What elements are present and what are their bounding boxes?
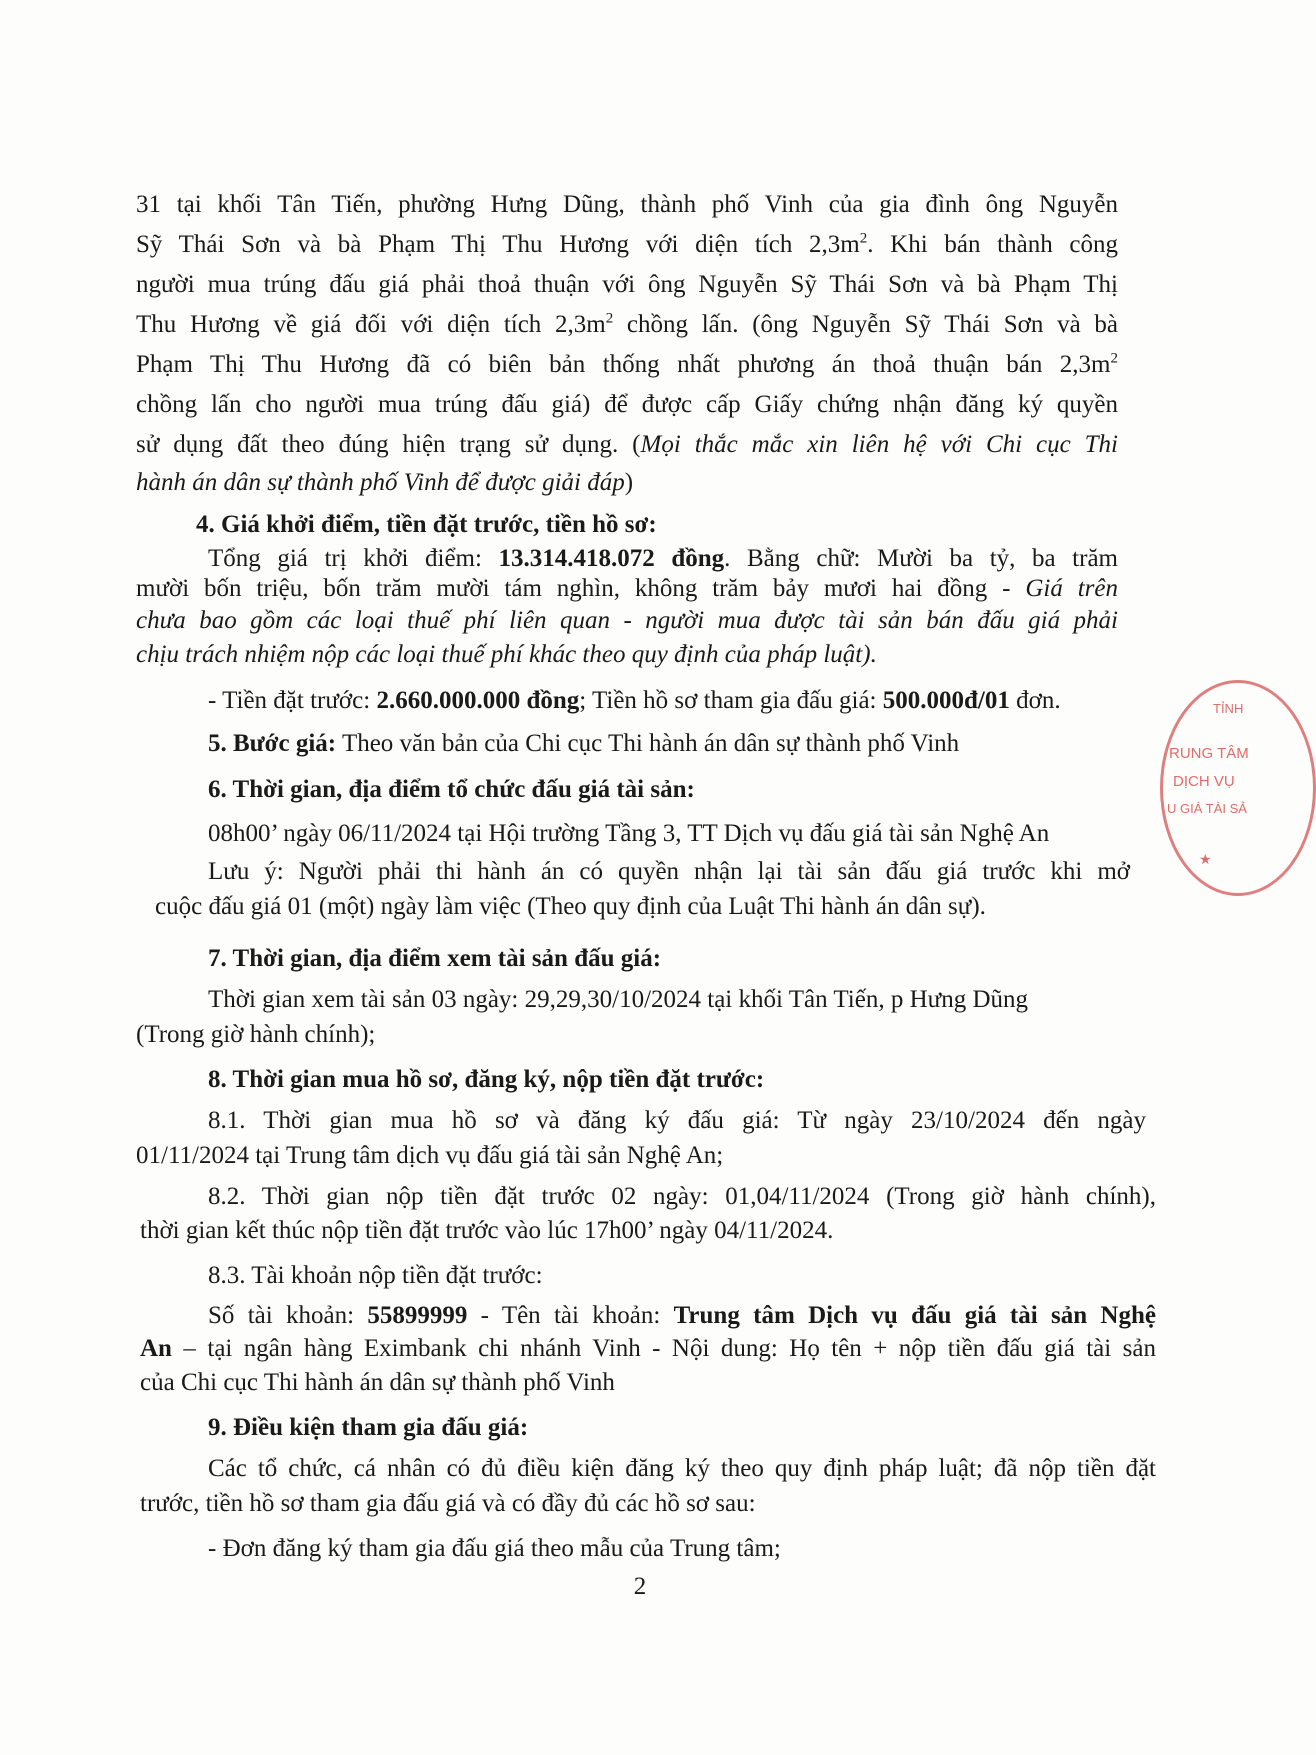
section-8-3-line-1: Số tài khoản: 55899999 - Tên tài khoản: Trung tâm Dịch vụ đấu giá tài sản Nghệ <box>208 1302 1156 1329</box>
section-7-line-1: Thời gian xem tài sản 03 ngày: 29,29,30/10/2024 tại khối Tân Tiến, p Hưng Dũng <box>208 986 1029 1013</box>
section-9-line-2: trước, tiền hồ sơ tham gia đấu giá và có đầy đủ các hồ sơ sau: <box>140 1490 756 1517</box>
section-7-heading: 7. Thời gian, địa điểm xem tài sản đấu giá: <box>208 945 662 972</box>
section-4-line-1: Tổng giá trị khởi điểm: 13.314.418.072 đồng. Bằng chữ: Mười ba tỷ, ba trăm <box>208 545 1118 572</box>
section-4-line-2: mười bốn triệu, bốn trăm mười tám nghìn, không trăm bảy mươi hai đồng - Giá trên <box>136 575 1118 602</box>
section-6-line-2: Lưu ý: Người phải thi hành án có quyền nhận lại tài sản đấu giá trước khi mở <box>208 858 1130 885</box>
red-seal-stamp: TỈNH RUNG TÂM DỊCH VỤ U GIÁ TÀI SẢ ★ <box>1160 680 1316 896</box>
paragraph-1-line-8: hành án dân sự thành phố Vinh để được giải đáp) <box>136 469 634 496</box>
section-8-3-line-2: An – tại ngân hàng Eximbank chi nhánh Vinh - Nội dung: Họ tên + nộp tiền đấu giá tài sản <box>140 1335 1156 1362</box>
section-4-line-5: - Tiền đặt trước: 2.660.000.000 đồng; Tiền hồ sơ tham gia đấu giá: 500.000đ/01 đơn. <box>208 687 1061 714</box>
section-8-1-line-1: 8.1. Thời gian mua hồ sơ và đăng ký đấu giá: Từ ngày 23/10/2024 đến ngày <box>208 1107 1146 1134</box>
section-8-2-line-1: 8.2. Thời gian nộp tiền đặt trước 02 ngày: 01,04/11/2024 (Trong giờ hành chính), <box>208 1183 1156 1210</box>
section-8-1-line-2: 01/11/2024 tại Trung tâm dịch vụ đấu giá tài sản Nghệ An; <box>136 1142 724 1169</box>
section-8-heading: 8. Thời gian mua hồ sơ, đăng ký, nộp tiền đặt trước: <box>208 1066 765 1093</box>
paragraph-1-line-3: người mua trúng đấu giá phải thoả thuận với ông Nguyễn Sỹ Thái Sơn và bà Phạm Thị <box>136 271 1118 298</box>
paragraph-1-line-4: Thu Hương về giá đối với diện tích $2,3m^2$ chồng lấn. (ông Nguyễn Sỹ Thái Sơn và bà <box>136 310 1118 338</box>
paragraph-1-line-5: Phạm Thị Thu Hương đã có biên bản thống nhất phương án thoả thuận bán $2,3m^2$ <box>136 350 1118 378</box>
section-9-heading: 9. Điều kiện tham gia đấu giá: <box>208 1414 529 1441</box>
star-icon: ★ <box>1199 851 1212 867</box>
section-9-line-3: - Đơn đăng ký tham gia đấu giá theo mẫu của Trung tâm; <box>208 1535 781 1562</box>
section-4-line-4: chịu trách nhiệm nộp các loại thuế phí khác theo quy định của pháp luật). <box>136 641 877 668</box>
section-6-line-3: cuộc đấu giá 01 (một) ngày làm việc (Theo quy định của Luật Thi hành án dân sự). <box>155 893 986 920</box>
section-8-3-line-3: của Chi cục Thi hành án dân sự thành phố Vinh <box>140 1369 615 1396</box>
paragraph-1-line-2: Sỹ Thái Sơn và bà Phạm Thị Thu Hương với diện tích $2,3m^2$. Khi bán thành công <box>136 230 1118 258</box>
section-9-line-1: Các tổ chức, cá nhân có đủ điều kiện đăng ký theo quy định pháp luật; đã nộp tiền đặt <box>208 1455 1156 1482</box>
page-number: 2 <box>633 1573 647 1600</box>
paragraph-1-line-1: 31 tại khối Tân Tiến, phường Hưng Dũng, thành phố Vinh của gia đình ông Nguyễn <box>136 191 1118 218</box>
section-8-3-title: 8.3. Tài khoản nộp tiền đặt trước: <box>208 1262 543 1289</box>
section-4-heading: 4. Giá khởi điểm, tiền đặt trước, tiền hồ sơ: <box>196 511 657 538</box>
section-6-line-1: 08h00’ ngày 06/11/2024 tại Hội trường Tầng 3, TT Dịch vụ đấu giá tài sản Nghệ An <box>208 820 1050 847</box>
section-8-2-line-2: thời gian kết thúc nộp tiền đặt trước vào lúc 17h00’ ngày 04/11/2024. <box>140 1217 834 1244</box>
section-4-line-3: chưa bao gồm các loại thuế phí liên quan - người mua được tài sản bán đấu giá phải <box>136 607 1118 634</box>
section-6-heading: 6. Thời gian, địa điểm tổ chức đấu giá tài sản: <box>208 776 695 803</box>
section-5-line: 5. Bước giá: Theo văn bản của Chi cục Thi hành án dân sự thành phố Vinh <box>208 730 960 757</box>
paragraph-1-line-6: chồng lấn cho người mua trúng đấu giá) để được cấp Giấy chứng nhận đăng ký quyền <box>136 391 1118 418</box>
paragraph-1-line-7: sử dụng đất theo đúng hiện trạng sử dụng. (Mọi thắc mắc xin liên hệ với Chi cục Thi <box>136 431 1118 458</box>
section-7-line-2: (Trong giờ hành chính); <box>136 1021 376 1048</box>
